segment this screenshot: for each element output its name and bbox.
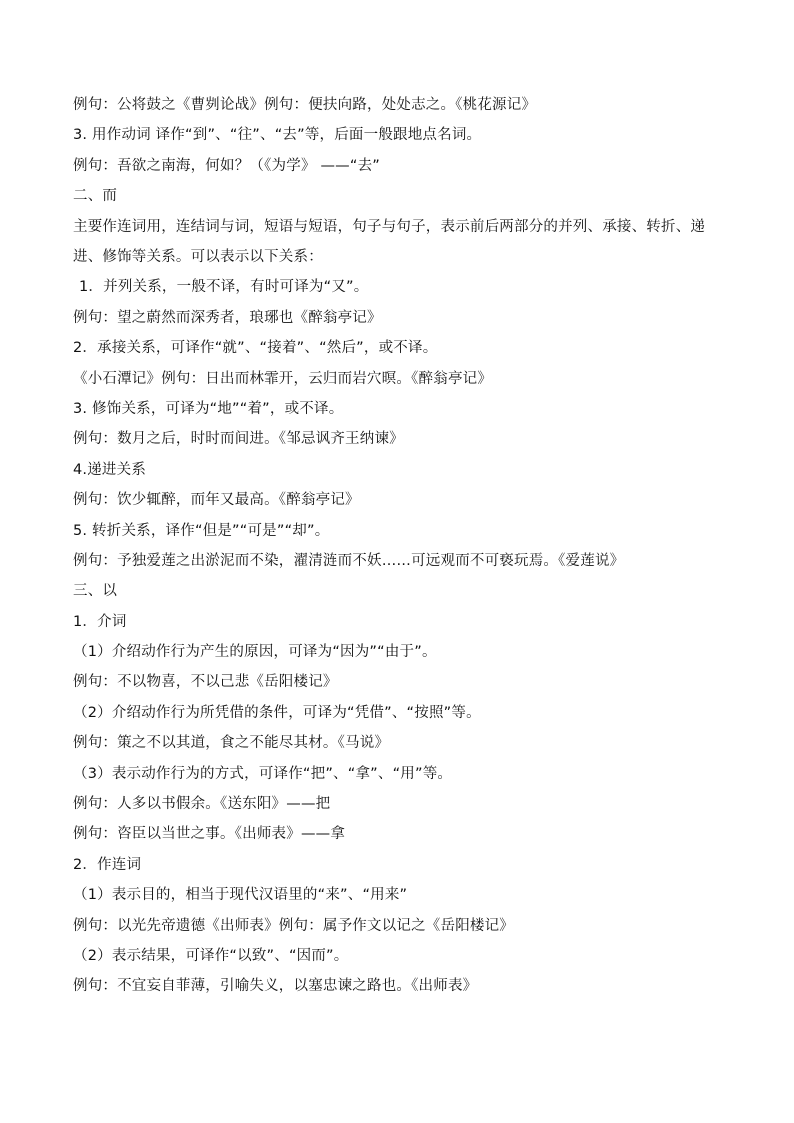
section-heading-er: 二、而: [73, 188, 118, 205]
section-heading-yi: 三、以: [73, 583, 118, 600]
example-line: 《小石潭记》例句：日出而林霏开，云归而岩穴暝。《醉翁亭记》: [73, 370, 493, 387]
example-line: 例句：咨臣以当世之事。《出师表》——拿: [73, 826, 346, 843]
subsection-heading-preposition: 1．介词: [73, 613, 127, 630]
example-line: 例句：予独爱莲之出淤泥而不染，濯清涟而不妖……可远观而不可亵玩焉。《爱莲说》: [73, 552, 625, 569]
usage-item-condition: （2）介绍动作行为所凭借的条件，可译为“凭借”、“按照”等。: [73, 704, 481, 721]
example-line: 例句：饮少辄醉，而年又最高。《醉翁亭记》: [73, 492, 360, 509]
document-body: [73, 90, 733, 1002]
usage-item-reason: （1）介绍动作行为产生的原因，可译为“因为”“由于”。: [73, 644, 437, 661]
usage-item-verb: 3. 用作动词 译作“到”、“往”、“去”等，后面一般跟地点名词。: [73, 127, 482, 144]
usage-item-purpose: （1）表示目的，相当于现代汉语里的“来”、“用来”: [73, 887, 408, 904]
usage-item-parallel: 1．并列关系，一般不译，有时可译为“又”。: [79, 279, 369, 296]
usage-item-manner: （3）表示动作行为的方式，可译作“把”、“拿”、“用”等。: [73, 765, 453, 782]
example-line: 例句：不以物喜，不以己悲《岳阳楼记》: [73, 674, 338, 691]
usage-item-result: （2）表示结果，可译作“以致”、“因而”。: [73, 947, 349, 964]
usage-item-adversative: 5. 转折关系，译作“但是”“可是”“却”。: [73, 522, 330, 539]
example-line: 例句：公将鼓之《曹刿论战》例句：便扶向路，处处志之。《桃花源记》: [73, 97, 537, 113]
example-line: 例句：策之不以其道，食之不能尽其材。《马说》: [73, 735, 390, 752]
usage-item-sequence: 2．承接关系，可译作“就”、“接着”、“然后”，或不译。: [73, 340, 438, 357]
section-intro-paragraph: 主要作连词用，连结词与词，短语与短语，句子与句子，表示前后两部分的并列、承接、转折、递进、修饰等关系。可以表示以下关系：: [73, 218, 706, 265]
example-line: 例句：吾欲之南海，何如？（《为学》 ——“去”: [73, 157, 380, 174]
example-line: 例句：数月之后，时时而间进。《邹忌讽齐王纳谏》: [73, 431, 404, 448]
usage-item-modifier: 3. 修饰关系，可译为“地”“着”，或不译。: [73, 400, 344, 417]
subsection-heading-conjunction: 2．作连词: [73, 856, 142, 873]
example-line: 例句：人多以书假余。《送东阳》——把: [73, 796, 331, 813]
example-line: 例句：以光先帝遗德《出师表》例句：属予作文以记之《岳阳楼记》: [73, 917, 514, 934]
example-line: 例句：不宜妄自菲薄，引喻失义，以塞忠谏之路也。《出师表》: [73, 978, 478, 995]
usage-item-progressive: 4.递进关系: [73, 461, 147, 478]
example-line: 例句：望之蔚然而深秀者，琅琊也《醉翁亭记》: [73, 309, 382, 326]
